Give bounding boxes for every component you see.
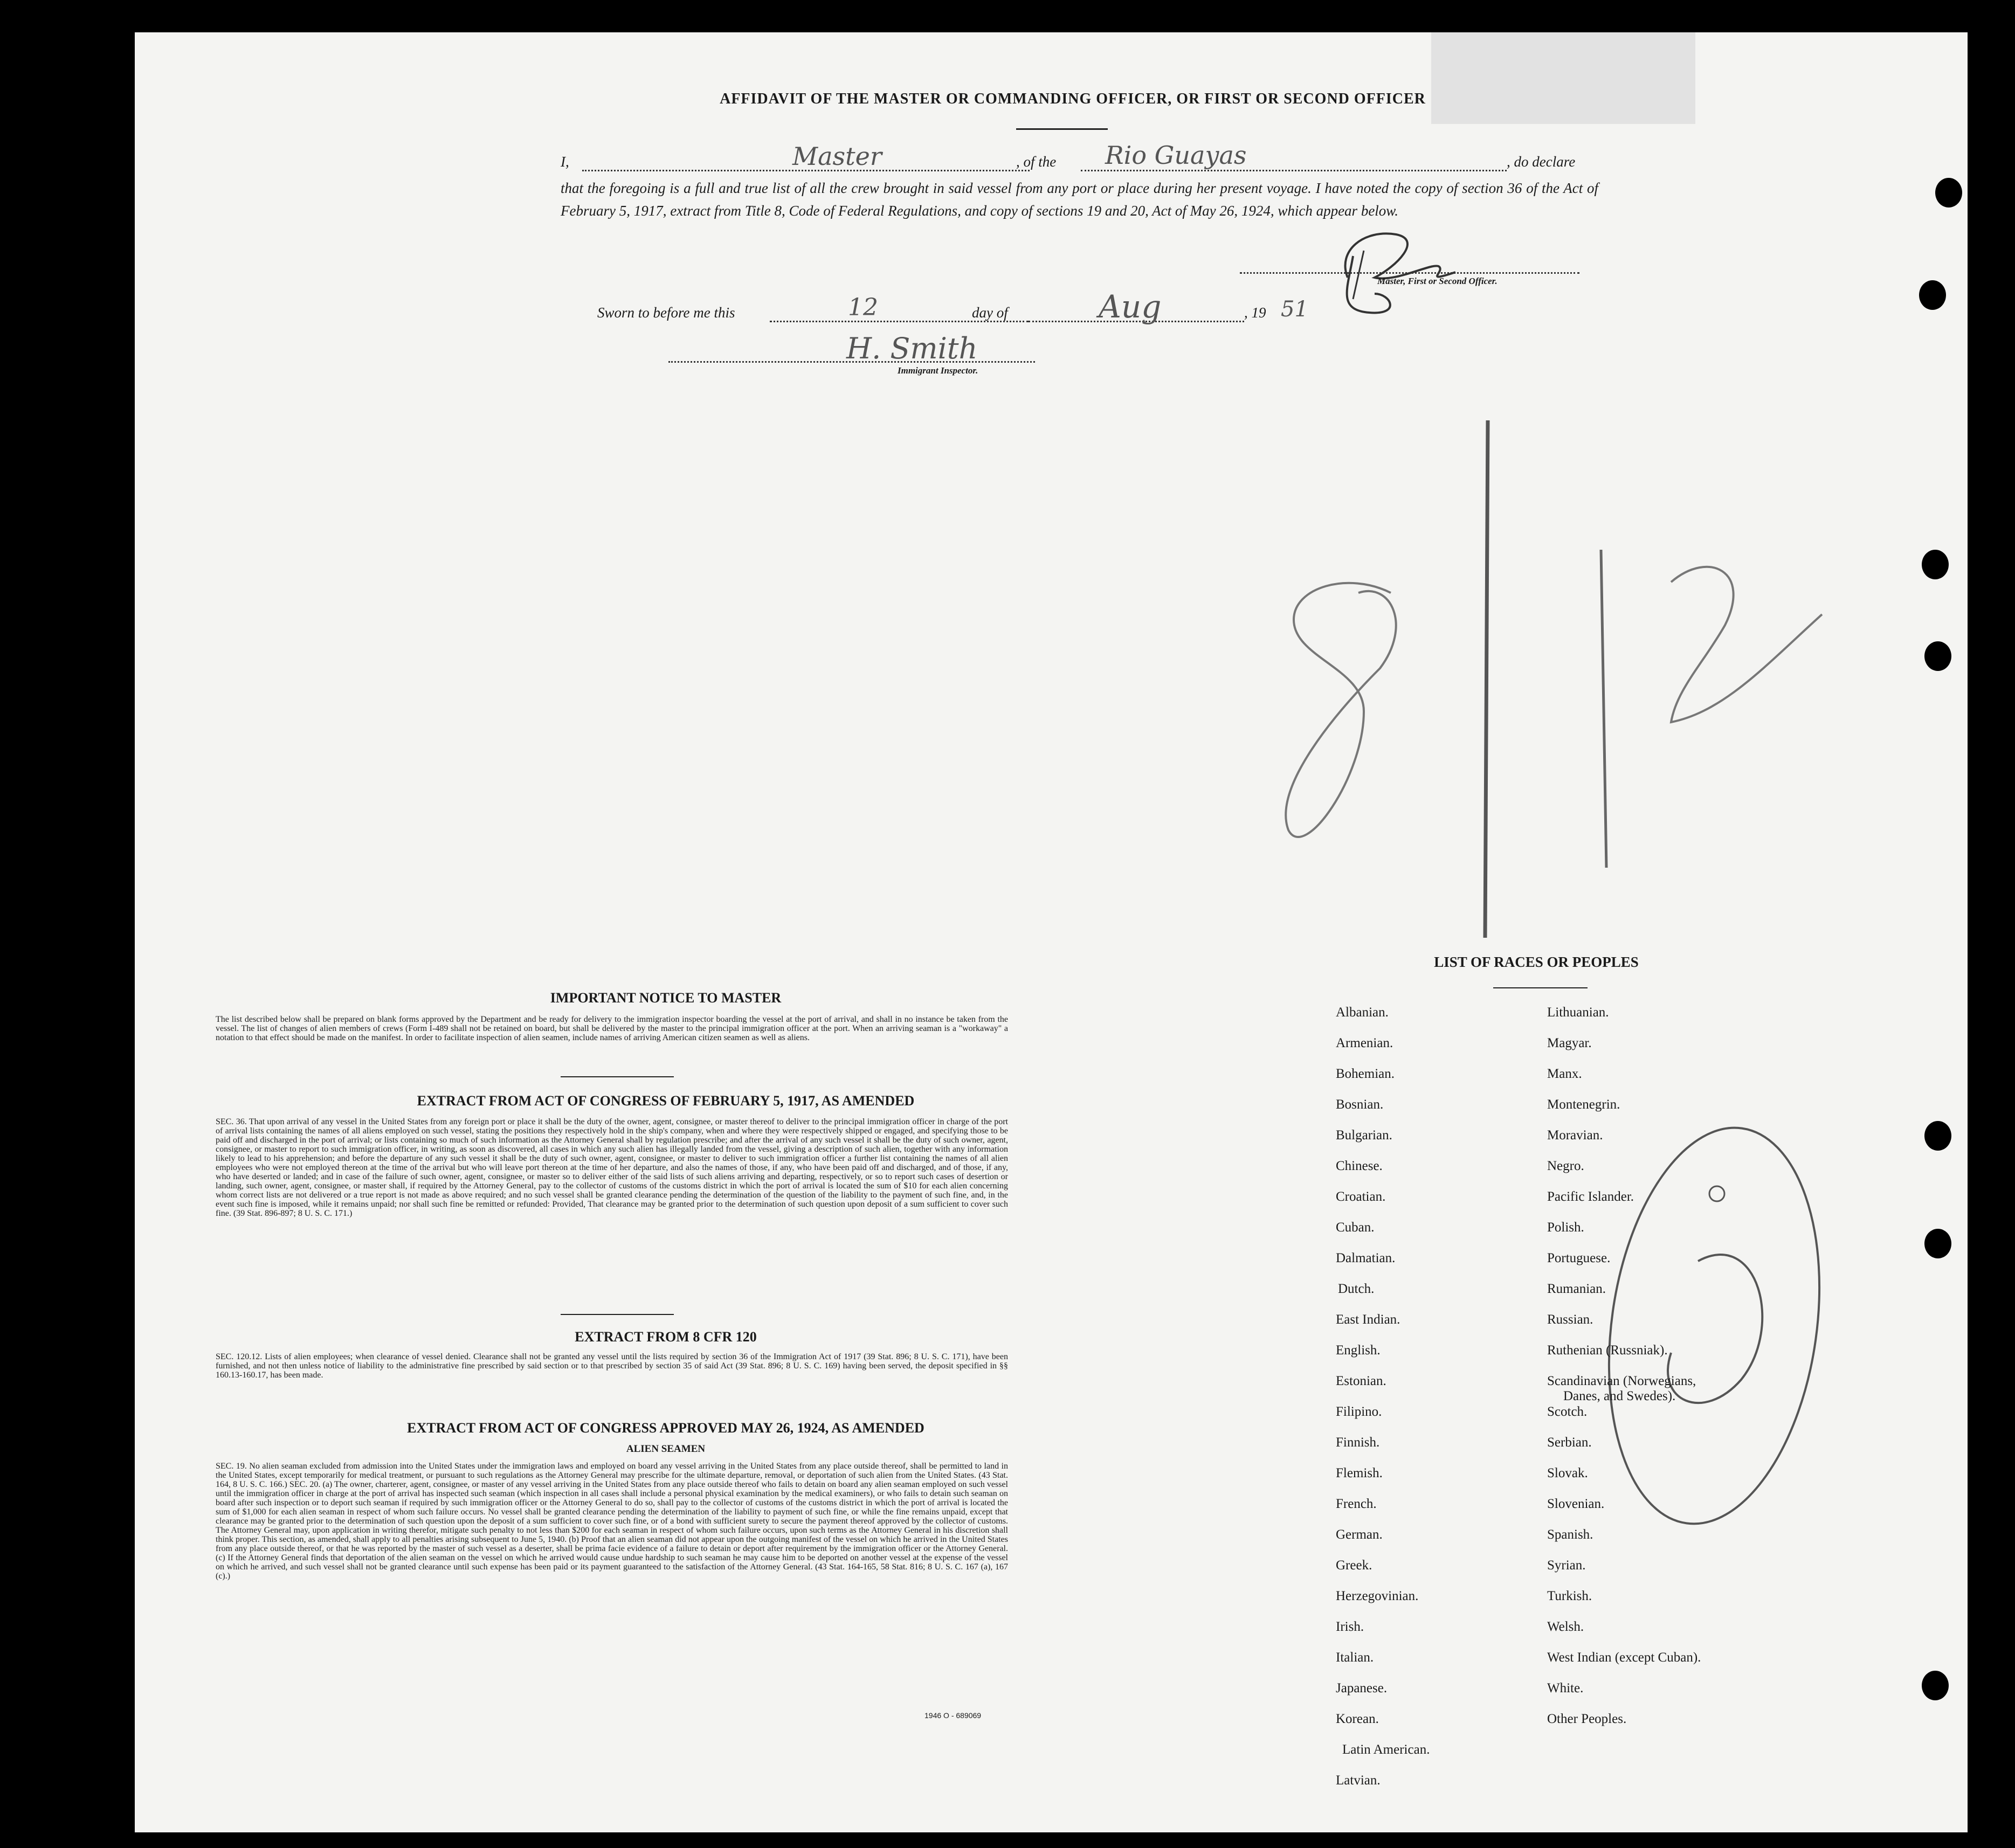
race-item: Bosnian. [1336, 1097, 1384, 1112]
sworn-label: Sworn to before me this [597, 304, 735, 321]
inspector-value: H. Smith [846, 331, 978, 365]
race-item: Slovak. [1547, 1466, 1588, 1480]
race-item: Serbian. [1547, 1435, 1592, 1450]
race-item: Cuban. [1336, 1220, 1375, 1235]
race-item: Rumanian. [1547, 1282, 1606, 1296]
race-item: German. [1336, 1527, 1383, 1542]
paper-patch [1431, 32, 1695, 124]
race-item: Pacific Islander. [1547, 1189, 1634, 1204]
race-item: Magyar. [1547, 1036, 1592, 1050]
race-item: Scandinavian (Norwegians, [1547, 1374, 1696, 1388]
vessel-value: Rio Guayas [1105, 141, 1247, 170]
divider [561, 1076, 674, 1077]
race-item: Irish. [1336, 1619, 1364, 1634]
month-value: Aug [1099, 288, 1162, 325]
do-declare-label: , do declare [1507, 154, 1576, 170]
race-item: Bohemian. [1336, 1067, 1395, 1081]
race-item: White. [1547, 1681, 1584, 1695]
race-item: Greek. [1336, 1558, 1372, 1573]
divider [561, 1314, 674, 1315]
vessel-blank [1081, 170, 1507, 171]
race-item: Other Peoples. [1547, 1712, 1627, 1726]
title-underline [1016, 128, 1108, 130]
extract1924-body: SEC. 19. No alien seaman excluded from admission into the United States under the immigration laws and employed on board any vessel arriving in the United States from any place outside thereof, shall be permitted to land in the United States, except temporarily for medical treatment, or pursuant to such regulations as the Attorney General may prescribe for the ultimate departure, removal, or deportation of such alien from the United States. (43 Stat. 164, 8 U. S. C. 166.) SEC. 20. (a) The owner, charterer, agent, consignee, or master of any vessel arriving in the United States from any place outside thereof who fails to detain on board any alien seaman employed on such vessel until the immigration officer in charge at the port of arrival has inspected such seaman (which inspection in all cases shall include a personal physical examination by the medical examiners), or who fails to detain such seaman on board after such inspection or to deport such seaman if required by such immigration officer or the Attorney General to do so, shall pay to the collector of customs of the customs district in which the port of arrival is located the sum of $1,000 for each alien seaman in respect of whom such failure occurs. No vessel shall be granted clearance pending the determination of the liability to payment of such fine, or while the fine remains unpaid, except that clearance may be granted prior to the determination of such question upon the deposit of a sum sufficient to cover such fine, or of a bond with sufficient surety to secure the payment thereof approved by the collector of customs. The Attorney General may, upon application in writing therefor, mitigate such penalty to not less than $200 for each seaman in respect of whom such failure occurs, upon such terms as the Attorney General in his discretion shall think proper. This section, as amended, shall apply to all penalties arising subsequent to June 5, 1940. (b) Proof that an alien seaman did not appear upon the outgoing manifest of the vessel on which he arrived in the United States from any place outside thereof, or that he was reported by the master of such vessel as a deserter, shall be prima facie evidence of a failure to detain or deport after requirement by the immigration officer or the Attorney General. (c) If the Attorney General finds that deportation of the alien seaman on the vessel on which he arrived would cause undue hardship to such seaman he may cause him to be deported on another vessel at the expense of the vessel on which he arrived, and such vessel shall not be granted clearance until such expense has been paid or its payment guaranteed to the satisfaction of the Attorney General. (43 Stat. 164-165, 58 Stat. 816; 8 U. S. C. 167 (a), 167 (c).) [216, 1462, 1008, 1581]
annotation-date-text [1348, 701, 1357, 707]
race-item: Dalmatian. [1336, 1251, 1396, 1265]
punch-hole [1924, 641, 1951, 671]
officer-caption: Master, First or Second Officer. [1377, 276, 1498, 286]
race-item: English. [1336, 1343, 1381, 1358]
extract1917-title: EXTRACT FROM ACT OF CONGRESS OF FEBRUARY 5, 1917, AS AMENDED [417, 1093, 915, 1109]
race-item: Japanese. [1336, 1681, 1388, 1695]
punch-hole [1924, 1121, 1951, 1151]
race-item: Manx. [1547, 1067, 1582, 1081]
i-label: I, [561, 154, 569, 170]
year-value: 51 [1281, 297, 1308, 322]
race-item: Turkish. [1547, 1589, 1592, 1603]
race-item: Welsh. [1547, 1619, 1584, 1634]
extract-cfr-body: SEC. 120.12. Lists of alien employees; when clearance of vessel denied. Clearance shall not be granted any vessel until the lists required by section 36 of the Immigration Act of 1917 (39 Stat. 896; 8 U. S. C. 171), have been furnished, and not then unless notice of liability to the administrative fine prescribed by said section or to that prescribed by section 35 of said Act (39 Stat. 896; 8 U. S. C. 169) having been served, the deposit specified in §§ 160.13-160.17, has been made. [216, 1352, 1008, 1380]
extract-cfr-title: EXTRACT FROM 8 CFR 120 [575, 1329, 757, 1345]
race-item: Latin American. [1342, 1742, 1430, 1757]
punch-hole [1919, 280, 1946, 310]
race-item: East Indian. [1336, 1312, 1400, 1327]
race-item: Polish. [1547, 1220, 1584, 1235]
race-item: Albanian. [1336, 1005, 1389, 1020]
race-item: Flemish. [1336, 1466, 1383, 1480]
race-item: Spanish. [1547, 1527, 1593, 1542]
race-item: Filipino. [1336, 1404, 1382, 1419]
declaration-body: that the foregoing is a full and true list of all the crew brought in said vessel from any port or place during her present voyage. I have noted the copy of section 36 of the Act of February 5, 1917, extract from Title 8, Code of Federal Regulations, and copy of sections 19 and 20, Act of May 26, 1924, which appear below. [561, 180, 1598, 219]
race-item: Portuguese. [1547, 1251, 1611, 1265]
extract1917-body: SEC. 36. That upon arrival of any vessel in the United States from any foreign port or place it shall be the duty of the owner, agent, consignee, or master thereof to deliver to the principal immigration officer in charge of the port of arrival lists containing the names of all aliens employed on such vessel, stating the positions they respectively hold in the ship's company, when and where they were respectively shipped or engaged, and specifying those to be paid off and discharged in the port of arrival; or lists containing so much of such information as the Attorney General shall by regulation prescribe; and after the arrival of any such vessel it shall be the duty of such owner, agent, consignee, or master to report to such immigration officer, in writing, as soon as discovered, all cases in which any such alien has illegally landed from the vessel, giving a description of such alien, together with any information likely to lead to his apprehension; and before the departure of any such vessel it shall be the duty of such owner, agent, consignee, or master to deliver to such immigration officer a further list containing the names of all alien employees who were not employed thereon at the time of the arrival but who will leave port thereon at the time of her departure, and also the names of those, if any, who have been paid off and discharged, and of those, if any, who have deserted or landed; and in case of the failure of such owner, agent, consignee, or master so to deliver either of the said lists of such aliens arriving and departing, respectively, or so to report such cases of desertion or landing, such owner, agent, consignee, or master shall, if required by the Attorney General, pay to the collector of customs of the customs district in which the port of arrival is located the sum of $10 for each alien concerning whom correct lists are not delivered or a true report is not made as above required; and no such vessel shall be granted clearance pending the determination of the question of the liability to the payment of such fine, and, in the event such fine is imposed, while it remains unpaid; nor shall such fine be remitted or refunded: Provided, That clearance may be granted prior to the determination of such question upon deposit of a sum sufficient to cover such fine. (39 Stat. 896-897; 8 U. S. C. 171.) [216, 1117, 1008, 1218]
punch-hole [1922, 550, 1949, 579]
notice-title: IMPORTANT NOTICE TO MASTER [550, 990, 782, 1006]
races-title-underline [1493, 987, 1588, 988]
race-item: Montenegrin. [1547, 1097, 1620, 1112]
inspector-caption: Immigrant Inspector. [898, 365, 978, 376]
race-item: Negro. [1547, 1159, 1584, 1173]
pencil-circle [1579, 1099, 1860, 1541]
race-item: Dutch. [1338, 1282, 1375, 1296]
race-item: Syrian. [1547, 1558, 1586, 1573]
race-item: Lithuanian. [1547, 1005, 1609, 1020]
race-item: Moravian. [1547, 1128, 1603, 1143]
print-code: 1946 O - 689069 [924, 1711, 982, 1720]
extract1924-title: EXTRACT FROM ACT OF CONGRESS APPROVED MAY 26, 1924, AS AMENDED [407, 1420, 924, 1436]
pencil-annotation [1240, 410, 1838, 965]
race-item: Estonian. [1336, 1374, 1386, 1388]
race-item: Latvian. [1336, 1773, 1381, 1788]
punch-hole [1935, 178, 1962, 207]
race-item: Armenian. [1336, 1036, 1393, 1050]
race-item: Herzegovinian. [1336, 1589, 1419, 1603]
name-value: Master [792, 142, 882, 171]
race-item: Russian. [1547, 1312, 1593, 1327]
affidavit-title: AFFIDAVIT OF THE MASTER OR COMMANDING OFFICER, OR FIRST OR SECOND OFFICER [720, 91, 1426, 107]
races-title: LIST OF RACES OR PEOPLES [1434, 954, 1639, 970]
race-item: Danes, and Swedes). [1563, 1389, 1676, 1403]
race-item: Croatian. [1336, 1189, 1386, 1204]
punch-hole [1924, 1229, 1951, 1258]
race-item: Italian. [1336, 1650, 1374, 1665]
race-item: West Indian (except Cuban). [1547, 1650, 1701, 1665]
race-item: French. [1336, 1497, 1377, 1511]
race-item: Chinese. [1336, 1159, 1383, 1173]
day-of-label: day of [972, 304, 1008, 321]
race-item: Ruthenian (Russniak). [1547, 1343, 1668, 1358]
notice-body: The list described below shall be prepared on blank forms approved by the Department and be ready for delivery to the immigration inspector boarding the vessel at the port of arrival, and shall in no instance be taken from the vessel. The list of changes of alien members of crews (Form I-489 shall not be retained on board, but shall be delivered by the master to the principal immigration officer at the port. When an arriving seaman is a "workaway" a notation to that effect should be made on the manifest. In order to facilitate inspection of alien seamen, include names of arriving American citizen seamen as well as aliens. [216, 1015, 1008, 1042]
of-the-label: , of the [1016, 154, 1057, 170]
extract1924-subtitle: ALIEN SEAMEN [626, 1443, 706, 1455]
race-item: Bulgarian. [1336, 1128, 1392, 1143]
day-value: 12 [848, 294, 878, 321]
race-item: Slovenian. [1547, 1497, 1605, 1511]
race-item: Finnish. [1336, 1435, 1380, 1450]
punch-hole [1922, 1671, 1949, 1700]
year-label: , 19 [1244, 304, 1266, 321]
race-item: Scotch. [1547, 1404, 1588, 1419]
race-item: Korean. [1336, 1712, 1379, 1726]
